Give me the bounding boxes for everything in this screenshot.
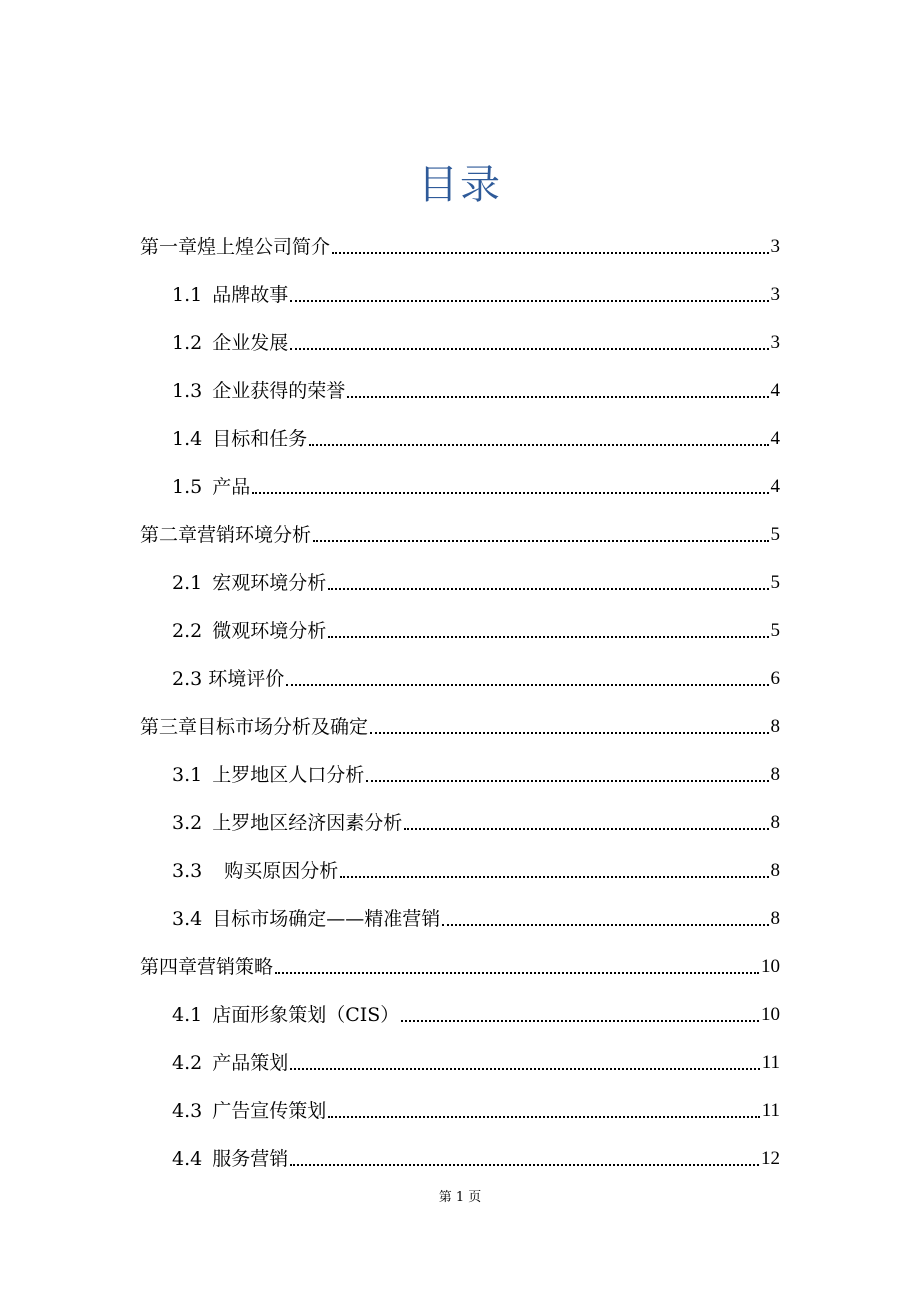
toc-entry[interactable]: [172, 566, 780, 596]
toc-entry-title: 服务营销: [212, 1148, 289, 1170]
toc-entry-title: 目标市场确定——精准营销: [212, 908, 441, 930]
toc-page-number: 11: [761, 1052, 780, 1073]
toc-entry-number: 1.5: [172, 476, 203, 498]
toc-dot-leader: [286, 684, 768, 686]
toc-entry[interactable]: [140, 518, 780, 548]
page-title: 目录: [418, 162, 502, 208]
toc-page-number: 5: [770, 572, 780, 593]
toc-dot-leader: [275, 972, 759, 974]
toc-dot-leader: [332, 252, 768, 254]
toc-page-number: 3: [770, 236, 780, 257]
toc-entry[interactable]: [172, 1142, 780, 1172]
toc-entry-title: 环境评价: [208, 668, 285, 690]
toc-entry-label: [172, 330, 288, 356]
toc-entry-label: [172, 810, 402, 836]
toc-entry-title: 第四章营销策略: [140, 956, 274, 978]
toc-entry-number: 1.3: [172, 380, 203, 402]
page-footer: 第 1 页: [438, 1190, 482, 1205]
toc-entry-number: 3.4: [172, 908, 203, 930]
toc-entry-label: [172, 858, 338, 884]
toc-entry-label: [172, 1098, 326, 1124]
toc-dot-leader: [328, 588, 768, 590]
toc-entry-label: [172, 474, 250, 500]
toc-entry-label: [172, 282, 288, 308]
toc-page-number: 8: [770, 764, 780, 785]
toc-dot-leader: [290, 1068, 759, 1070]
toc-entry[interactable]: [172, 998, 780, 1028]
toc-entry-title: 上罗地区经济因素分析: [212, 812, 403, 834]
toc-entry-title: 第二章营销环境分析: [140, 524, 312, 546]
toc-entry-title: 产品: [212, 476, 251, 498]
toc-dot-leader: [328, 1116, 759, 1118]
toc-dot-leader: [370, 732, 768, 734]
toc-entry-title: 微观环境分析: [212, 620, 327, 642]
toc-entry[interactable]: [172, 662, 780, 692]
toc-dot-leader: [442, 924, 768, 926]
toc-page-number: 10: [761, 1004, 780, 1025]
toc-entry[interactable]: [172, 854, 780, 884]
toc-page-number: 8: [770, 860, 780, 881]
toc-entry-number: 1.1: [172, 284, 203, 306]
toc-entry-number: 3.3: [172, 860, 203, 882]
toc-entry-title: 品牌故事: [212, 284, 289, 306]
toc-entry[interactable]: [172, 1046, 780, 1076]
toc-entry[interactable]: [140, 230, 780, 260]
toc-entry-title: 第三章目标市场分析及确定: [140, 716, 369, 738]
toc-entry-number: 4.3: [172, 1100, 203, 1122]
toc-entry[interactable]: [172, 614, 780, 644]
toc-entry[interactable]: [172, 902, 780, 932]
toc-entry-title: 广告宣传策划: [212, 1100, 327, 1122]
toc-entry[interactable]: [172, 326, 780, 356]
toc-entry-number: 3.1: [172, 764, 203, 786]
toc-dot-leader: [404, 828, 768, 830]
toc-dot-leader: [290, 300, 768, 302]
toc-dot-leader: [366, 780, 768, 782]
toc-page-number: 11: [761, 1100, 780, 1121]
toc-entry-label: [172, 1050, 288, 1076]
toc-entry-label: [172, 666, 284, 692]
toc-page-number: 5: [770, 524, 780, 545]
toc-entry-label: [172, 1002, 399, 1028]
toc-entry-title: 上罗地区人口分析: [212, 764, 365, 786]
toc-entry-label: [172, 426, 307, 452]
toc-entry-number: 3.2: [172, 812, 203, 834]
toc-entry[interactable]: [172, 278, 780, 308]
toc-entry-title: 产品策划: [212, 1052, 289, 1074]
toc-entry-label: [172, 762, 364, 788]
toc-entry[interactable]: [172, 1094, 780, 1124]
toc-page-number: 4: [770, 428, 780, 449]
toc-page-number: 3: [770, 284, 780, 305]
toc-entry-title: 宏观环境分析: [212, 572, 327, 594]
toc-page-number: 10: [761, 956, 780, 977]
toc-entry[interactable]: [140, 710, 780, 740]
toc-entry[interactable]: [172, 374, 780, 404]
toc-entry-title: 目标和任务: [212, 428, 308, 450]
toc-entry-title: 企业获得的荣誉: [212, 380, 346, 402]
toc-entry-number: 2.1: [172, 572, 203, 594]
toc-entry-title: 第一章煌上煌公司简介: [140, 236, 331, 258]
toc-page-number: 3: [770, 332, 780, 353]
toc-entry-number: 2.2: [172, 620, 203, 642]
toc-entry[interactable]: [172, 470, 780, 500]
toc-entry[interactable]: [172, 758, 780, 788]
toc-page-number: 4: [770, 380, 780, 401]
toc-dot-leader: [340, 876, 768, 878]
toc-dot-leader: [401, 1020, 759, 1022]
toc-entry-title: 购买原因分析: [224, 860, 339, 882]
toc-entry[interactable]: [172, 422, 780, 452]
toc-entry-label: [172, 378, 345, 404]
toc-entry[interactable]: [140, 950, 780, 980]
toc-dot-leader: [347, 396, 768, 398]
toc-page-number: 6: [770, 668, 780, 689]
toc-entry-title: 企业发展: [212, 332, 289, 354]
toc-entry-label: [172, 906, 440, 932]
toc-page-number: 12: [761, 1148, 780, 1169]
toc-dot-leader: [313, 540, 768, 542]
toc-dot-leader: [328, 636, 768, 638]
toc-page-number: 4: [770, 476, 780, 497]
toc-page-number: 5: [770, 620, 780, 641]
toc-entry-number: 2.3: [172, 668, 203, 690]
toc-entry-number: 1.2: [172, 332, 203, 354]
toc-entry-label: [172, 618, 326, 644]
toc-entry-label: [172, 570, 326, 596]
toc-entry-number: 4.4: [172, 1148, 203, 1170]
toc-entry-title: 店面形象策划（CIS）: [212, 1004, 400, 1026]
toc-entry-number: 4.2: [172, 1052, 203, 1074]
toc-dot-leader: [290, 348, 768, 350]
toc-dot-leader: [290, 1164, 759, 1166]
toc-page-number: 8: [770, 812, 780, 833]
toc-page-number: 8: [770, 908, 780, 929]
toc-entry-number: 1.4: [172, 428, 203, 450]
toc-dot-leader: [252, 492, 768, 494]
toc-entry[interactable]: [172, 806, 780, 836]
toc-entry-label: [172, 1146, 288, 1172]
toc-page-number: 8: [770, 716, 780, 737]
toc-entry-number: 4.1: [172, 1004, 203, 1026]
toc-dot-leader: [309, 444, 768, 446]
